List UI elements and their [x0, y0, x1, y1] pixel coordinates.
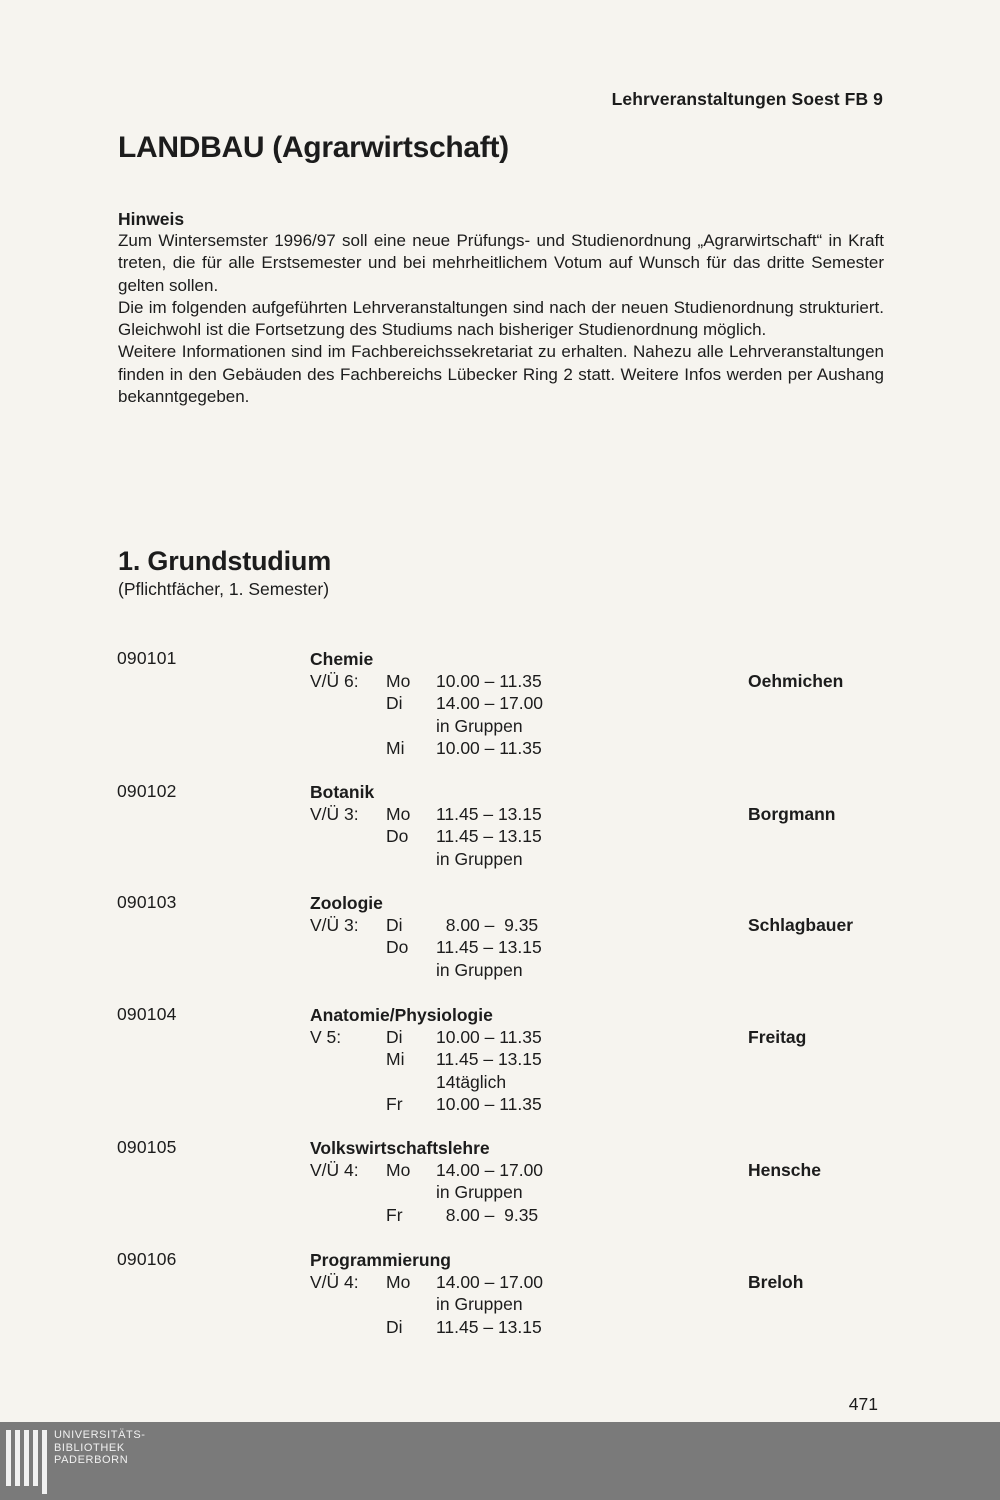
schedule-row: [0, 1205, 700, 1227]
schedule-row: [0, 1317, 700, 1339]
library-logo-line: UNIVERSITÄTS-: [54, 1429, 146, 1441]
schedule-row: [0, 1272, 700, 1294]
schedule-day: Mi: [386, 1049, 405, 1070]
schedule-row: [0, 671, 700, 693]
course-lecturer: Borgmann: [748, 804, 836, 824]
schedule-time: 11.45 – 13.15: [436, 1316, 542, 1337]
schedule-row: [0, 1027, 700, 1049]
library-logo-line: PADERBORN: [54, 1454, 129, 1466]
schedule-row: [0, 1049, 700, 1071]
course-code: 090103: [117, 892, 177, 912]
note-paragraph: Zum Wintersemster 1996/97 soll eine neue Prüfungs- und Studienordnung „Agrarwirtschaft“ in Kraft treten, die für alle Erstsemester und bei mehrheitlichem Votum auf Wunsch für das dritte Semester gelten sollen.: [118, 231, 884, 295]
course-name: Botanik: [310, 782, 375, 802]
schedule-row: [0, 915, 700, 937]
course-type: V 5:: [310, 1027, 342, 1047]
course-type: V/Ü 4:: [310, 1272, 359, 1292]
note-paragraph: Weitere Informationen sind im Fachbereichssekretariat zu erhalten. Nahezu alle Lehrveranstaltungen finden in den Gebäuden des Fachbereichs Lübecker Ring 2 statt. Weitere Infos werden per Aushang bekanntgegeben.: [118, 342, 884, 407]
schedule-time: in Gruppen: [436, 1182, 523, 1203]
course-name: Volkswirtschaftslehre: [310, 1138, 490, 1158]
course-schedule: [0, 1272, 700, 1339]
schedule-day: Do: [386, 826, 409, 847]
schedule-day: Mo: [386, 1160, 411, 1180]
page-number: 471: [848, 1394, 878, 1414]
schedule-row: [0, 693, 700, 715]
course-lecturer: Schlagbauer: [748, 915, 854, 935]
course-code: 090101: [117, 648, 177, 668]
schedule-time: 8.00 – 9.35: [436, 915, 539, 935]
schedule-time: in Gruppen: [436, 1294, 523, 1315]
schedule-time: 8.00 – 9.35: [436, 1204, 539, 1225]
schedule-time: 11.45 – 13.15: [436, 1049, 542, 1070]
document-title: LANDBAU (Agrarwirtschaft): [118, 131, 509, 164]
schedule-time: 11.45 – 13.15: [436, 826, 542, 847]
schedule-time: 11.45 – 13.15: [436, 937, 542, 958]
schedule-day: Mo: [386, 671, 411, 691]
course-schedule: [0, 1160, 700, 1227]
schedule-row: [0, 826, 700, 848]
schedule-row: [0, 1160, 700, 1182]
library-logo-icon: [6, 1430, 48, 1490]
schedule-row: [0, 1294, 700, 1316]
schedule-day: Fr: [386, 1204, 403, 1225]
course-schedule: [0, 804, 700, 871]
course-schedule: [0, 915, 700, 982]
course-code: 090102: [117, 781, 177, 801]
schedule-time: 14.00 – 17.00: [436, 1272, 544, 1292]
schedule-row: [0, 1094, 700, 1116]
course-lecturer: Hensche: [748, 1160, 821, 1180]
schedule-day: Di: [386, 693, 403, 714]
schedule-day: Mi: [386, 737, 405, 758]
schedule-time: 10.00 – 11.35: [436, 1027, 542, 1047]
course-name: Chemie: [310, 649, 374, 669]
schedule-row: [0, 937, 700, 959]
course-type: V/Ü 6:: [310, 671, 359, 691]
schedule-day: Fr: [386, 1093, 403, 1114]
course-name: Anatomie/Physiologie: [310, 1005, 493, 1025]
course-code: 090106: [117, 1249, 177, 1269]
course-schedule: [0, 1027, 700, 1116]
section-heading: 1. Grundstudium: [118, 546, 332, 576]
course-name: Zoologie: [310, 893, 383, 913]
note-paragraph: Die im folgenden aufgeführten Lehrveranstaltungen sind nach der neuen Studienordnung strukturiert. Gleichwohl ist die Fortsetzung des Studiums nach bisheriger Studienordnung möglich.: [118, 297, 884, 340]
library-logo-text: [54, 1429, 146, 1467]
note-block: [118, 208, 884, 408]
course-schedule: [0, 671, 700, 760]
schedule-time: 11.45 – 13.15: [436, 804, 542, 824]
library-logo-line: BIBLIOTHEK: [54, 1441, 125, 1454]
schedule-time: 10.00 – 11.35: [436, 737, 542, 758]
schedule-row: [0, 849, 700, 871]
schedule-day: Di: [386, 1316, 403, 1337]
course-lecturer: Breloh: [748, 1272, 804, 1292]
schedule-row: [0, 804, 700, 826]
course-type: V/Ü 4:: [310, 1160, 359, 1180]
schedule-time: in Gruppen: [436, 715, 523, 736]
schedule-time: in Gruppen: [436, 959, 523, 980]
schedule-row: [0, 716, 700, 738]
course-type: V/Ü 3:: [310, 804, 359, 824]
schedule-time: in Gruppen: [436, 848, 523, 869]
schedule-time: 14.00 – 17.00: [436, 1160, 544, 1180]
course-type: V/Ü 3:: [310, 915, 359, 935]
schedule-row: [0, 1072, 700, 1094]
note-heading: Hinweis: [118, 209, 185, 229]
schedule-time: 14täglich: [436, 1071, 507, 1092]
course-lecturer: Oehmichen: [748, 671, 844, 691]
schedule-time: 14.00 – 17.00: [436, 693, 544, 714]
schedule-day: Di: [386, 1027, 403, 1047]
schedule-day: Mo: [386, 1272, 411, 1292]
course-code: 090104: [117, 1004, 177, 1024]
schedule-time: 10.00 – 11.35: [436, 1093, 542, 1114]
schedule-day: Do: [386, 937, 409, 958]
schedule-time: 10.00 – 11.35: [436, 671, 542, 691]
running-head: Lehrveranstaltungen Soest FB 9: [611, 89, 883, 109]
schedule-day: Mo: [386, 804, 411, 824]
course-lecturer: Freitag: [748, 1027, 807, 1047]
course-name: Programmierung: [310, 1250, 451, 1270]
schedule-row: [0, 1182, 700, 1204]
section-subtitle: (Pflichtfächer, 1. Semester): [118, 579, 330, 599]
schedule-row: [0, 738, 700, 760]
course-code: 090105: [117, 1137, 177, 1157]
schedule-day: Di: [386, 915, 403, 935]
schedule-row: [0, 960, 700, 982]
library-footer-bar: [0, 1422, 1000, 1500]
